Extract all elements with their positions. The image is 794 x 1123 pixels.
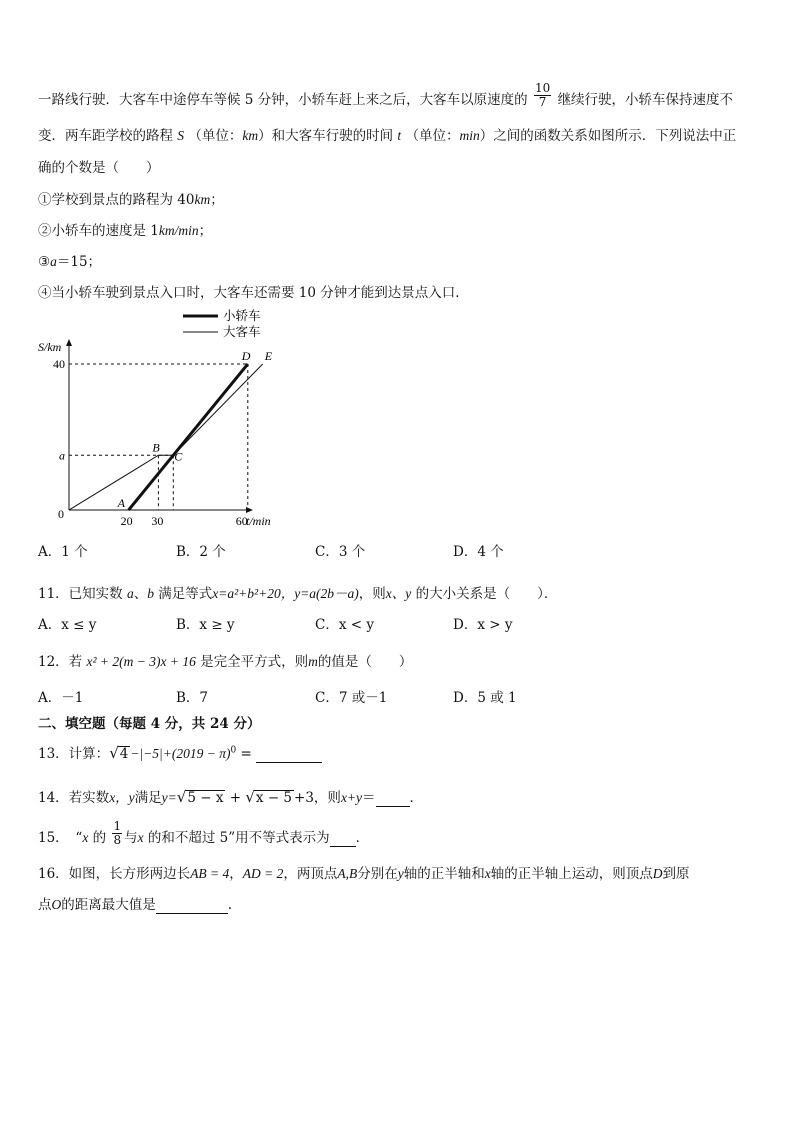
q14-stem bbox=[38, 786, 423, 807]
var-t: t bbox=[397, 128, 402, 143]
point-label: B bbox=[152, 440, 160, 455]
var-a: a bbox=[50, 254, 57, 269]
q11-option-d[interactable]: D．x > y bbox=[453, 617, 513, 633]
q10-text: （单位： bbox=[188, 128, 243, 144]
q12-option-c[interactable]: C．7 或－1 bbox=[315, 690, 388, 706]
q10-statement-2 bbox=[38, 219, 212, 239]
q16-text: 的距离最大值是 bbox=[61, 897, 156, 913]
q14-y-eq: y= bbox=[161, 790, 177, 805]
q10-chart bbox=[30, 302, 290, 532]
q12-option-b[interactable]: B．7 bbox=[176, 690, 209, 706]
q12-text: 是完全平方式，则 bbox=[200, 654, 309, 670]
point-label: D bbox=[241, 349, 251, 363]
x-tick-label: 20 bbox=[120, 514, 133, 528]
q16-text: 分别在 bbox=[357, 866, 398, 882]
sqrt-sign: √ bbox=[176, 788, 187, 806]
q12-option-d[interactable]: D．5 或 1 bbox=[453, 690, 517, 706]
q10-text: 分钟，小轿车赶上来之后，大客车以原速度的 bbox=[257, 92, 528, 108]
var-y: y bbox=[397, 866, 404, 881]
q16-points-ab: A,B bbox=[337, 866, 358, 881]
q10-text: 继续行驶，小轿车保持速度不 bbox=[557, 92, 734, 108]
unit-km: km bbox=[194, 192, 211, 207]
q16-text: 轴的正半轴和 bbox=[403, 866, 485, 882]
point-d: D bbox=[652, 866, 663, 881]
var-x: x bbox=[82, 830, 89, 845]
var-s: S bbox=[177, 128, 185, 143]
y-tick-label: 40 bbox=[53, 357, 65, 371]
q15-stem bbox=[38, 819, 370, 847]
legend-label-bus: 大客车 bbox=[223, 325, 261, 339]
q16-text: 到原 bbox=[662, 866, 690, 882]
point-o: O bbox=[51, 897, 62, 912]
q16-text: 16．如图，长方形两边长 bbox=[38, 866, 191, 882]
q16-text: . bbox=[227, 897, 233, 913]
q14-plus: + bbox=[225, 790, 246, 806]
statement-end: ； bbox=[210, 192, 224, 208]
q14-text: ． bbox=[409, 790, 424, 806]
point-label: C bbox=[174, 449, 183, 464]
q14-radicand-2: x − 5 bbox=[255, 790, 293, 806]
var-m: m bbox=[308, 654, 318, 669]
q15-text: 15． “ bbox=[38, 830, 83, 846]
x-tick-label: 30 bbox=[151, 514, 164, 528]
q15-text: ． bbox=[355, 830, 370, 846]
q16-line1 bbox=[38, 862, 690, 882]
section-2-title: 二、填空题（每题 4 分，共 24 分） bbox=[38, 716, 261, 732]
q14-text: 14．若实数 bbox=[38, 790, 110, 806]
q11-stem bbox=[38, 582, 557, 602]
q11-equation: x=a²+b²+20，y=a(2b－a) bbox=[212, 586, 359, 601]
point-label: E bbox=[264, 349, 273, 363]
q11-text: 11．已知实数 bbox=[38, 586, 123, 602]
q14-text: 满足 bbox=[134, 790, 162, 806]
fraction-numerator: 1 bbox=[113, 819, 122, 833]
q10-statement-3 bbox=[38, 250, 101, 270]
q16-line2 bbox=[38, 893, 232, 914]
x-axis-label: t/min bbox=[246, 514, 271, 528]
x-tick-label: 60 bbox=[235, 514, 248, 528]
q13-text: = bbox=[236, 746, 252, 762]
q16-text: ， bbox=[229, 866, 243, 882]
q16-text: ，两顶点 bbox=[283, 866, 338, 882]
q16-text: 轴的正半轴上运动，则顶点 bbox=[490, 866, 653, 882]
var-x: x bbox=[484, 866, 491, 881]
q10-option-c[interactable]: C．3 个 bbox=[315, 544, 366, 560]
q16-answer-blank[interactable] bbox=[156, 897, 228, 914]
fraction-denominator: 8 bbox=[113, 833, 122, 847]
q11-text: 、 bbox=[133, 586, 148, 602]
statement-text: ＝15； bbox=[56, 254, 102, 270]
q10-line1 bbox=[38, 81, 734, 109]
q11-text: 的大小关系是（ ）． bbox=[415, 586, 558, 602]
q10-line2 bbox=[38, 124, 736, 144]
q10-line3: 确的个数是（ ） bbox=[38, 160, 160, 176]
q10-option-d[interactable]: D．4 个 bbox=[453, 544, 504, 560]
fraction-denominator: 7 bbox=[538, 95, 547, 109]
q10-fraction bbox=[534, 82, 551, 109]
q15-fraction bbox=[112, 820, 122, 847]
q14-answer-blank[interactable] bbox=[376, 790, 410, 807]
q10-option-a[interactable]: A．1 个 bbox=[38, 544, 88, 560]
q15-text: 与 bbox=[124, 830, 138, 846]
unit-km-min: km/min bbox=[158, 223, 199, 238]
y-axis-label: S/km bbox=[38, 340, 62, 354]
sqrt-sign: √ bbox=[245, 788, 255, 806]
q16-text: 点 bbox=[38, 897, 52, 913]
q11-text: 满足等式 bbox=[158, 586, 213, 602]
statement-text: ②小轿车的速度是 1 bbox=[38, 223, 159, 239]
series-car-line bbox=[129, 364, 248, 510]
var-xy: x、y bbox=[385, 586, 412, 601]
q14-text: +3，则 bbox=[294, 790, 341, 806]
var-a: a bbox=[126, 586, 134, 601]
q14-radicand-1: 5 − x bbox=[187, 790, 224, 806]
q14-sum: x+y bbox=[340, 790, 363, 805]
q15-answer-blank[interactable] bbox=[330, 830, 356, 847]
q13-stem bbox=[38, 742, 322, 763]
q10-text: 一路线行驶．大客车中途停车等候 bbox=[38, 92, 241, 108]
point-label: A bbox=[117, 496, 125, 510]
q10-num: 5 bbox=[244, 92, 254, 108]
statement-end: ； bbox=[198, 223, 213, 239]
unit-min: min bbox=[459, 128, 480, 143]
q13-radicand: 4 bbox=[119, 746, 129, 762]
q10-statement-4: ④当小轿车驶到景点入口时，大客车还需要 10 分钟才能到达景点入口． bbox=[38, 285, 469, 301]
q14-eq: ＝ bbox=[362, 790, 376, 806]
q10-text: 变．两车距学校的路程 bbox=[38, 128, 173, 144]
q15-text: 的 bbox=[88, 830, 107, 846]
var-xy: x，y bbox=[109, 790, 135, 805]
y-tick-label: a bbox=[59, 448, 65, 463]
var-b: b bbox=[147, 586, 154, 601]
q16-ad: AD = 2 bbox=[242, 866, 284, 881]
q15-text: 的和不超过 5”用不等式表示为 bbox=[143, 830, 330, 846]
q11-option-b[interactable]: B．x ≥ y bbox=[176, 617, 235, 633]
q11-option-a[interactable]: A．x ≤ y bbox=[38, 617, 97, 633]
q13-expression: −|−5|+(2019 − π) bbox=[130, 746, 231, 761]
q11-option-c[interactable]: C．x < y bbox=[315, 617, 374, 633]
q12-text: 的值是（ ） bbox=[317, 654, 413, 670]
fraction-numerator: 10 bbox=[534, 81, 551, 95]
q10-statement-1 bbox=[38, 188, 224, 208]
q11-text: ，则 bbox=[358, 586, 386, 602]
var-x: x bbox=[137, 830, 144, 845]
sqrt-sign: √ bbox=[109, 744, 119, 762]
q10-text: （单位： bbox=[405, 128, 460, 144]
legend-label-car: 小轿车 bbox=[223, 309, 261, 323]
q12-expression: x² + 2(m − 3)x + 16 bbox=[86, 654, 196, 669]
statement-text: ①学校到景点的路程为 40 bbox=[38, 192, 195, 208]
chart-marks bbox=[53, 349, 273, 528]
q10-text: ）和大客车行驶的时间 bbox=[258, 128, 394, 144]
q13-exponent: 0 bbox=[230, 745, 237, 756]
origin-label: 0 bbox=[58, 507, 64, 521]
q12-option-a[interactable]: A．－1 bbox=[38, 690, 84, 706]
series-bus-line bbox=[69, 364, 263, 510]
q16-ab: AB = 4 bbox=[190, 866, 230, 881]
q12-stem bbox=[38, 650, 412, 670]
unit-km: km bbox=[242, 128, 259, 143]
q10-option-b[interactable]: B．2 个 bbox=[176, 544, 226, 560]
statement-text: ③ bbox=[38, 254, 51, 270]
q13-text: 13．计算： bbox=[38, 746, 110, 762]
q10-text: ）之间的函数关系如图所示．下列说法中正 bbox=[479, 128, 737, 144]
q13-answer-blank[interactable] bbox=[256, 746, 322, 763]
q12-text: 12．若 bbox=[38, 654, 83, 670]
